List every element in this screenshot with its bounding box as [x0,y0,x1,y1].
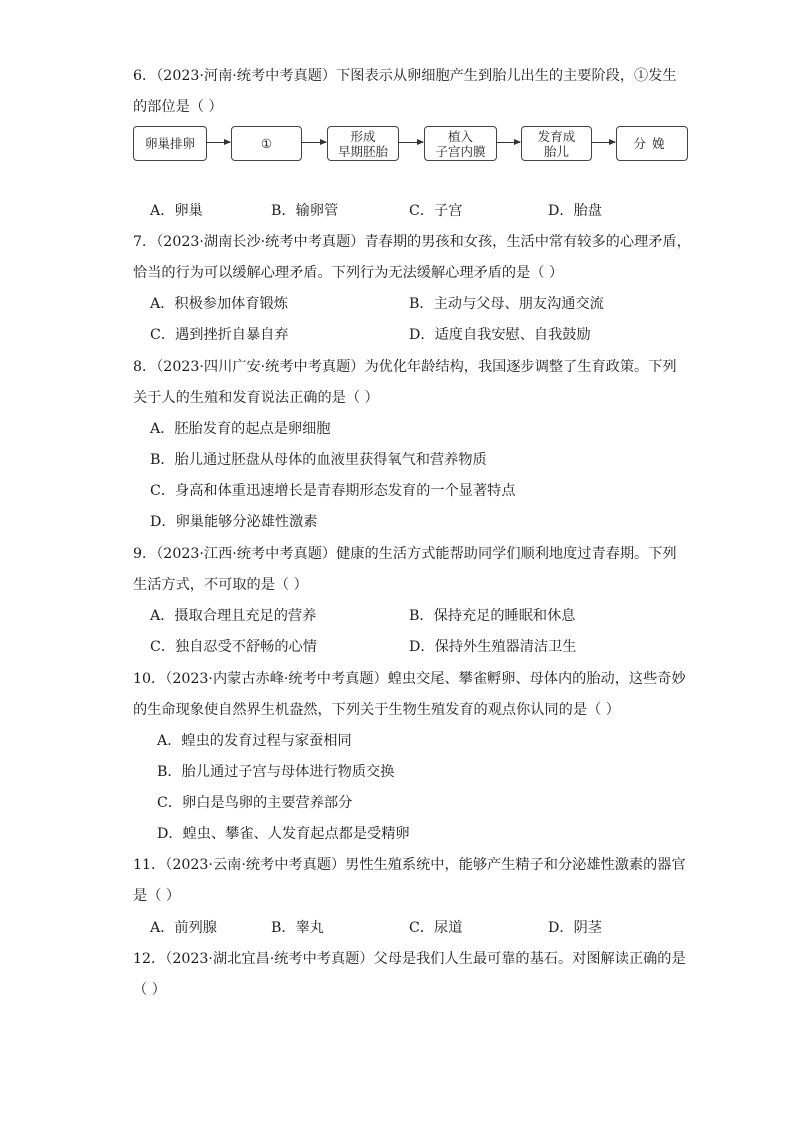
q7-option-a[interactable]: A．积极参加体育锻炼 [150,296,288,312]
q10-stem-line2: 的生命现象使自然界生机盎然，下列关于生物生殖发育的观点你认同的是（ ） [133,702,620,718]
flow-arrow [398,142,423,143]
q6-option-d[interactable]: D．胎盘 [548,203,602,219]
q10-option-b[interactable]: B．胎儿通过子宫与母体进行物质交换 [157,764,395,780]
q9-option-c[interactable]: C．独自忍受不舒畅的心情 [150,639,317,655]
flow-arrow [591,142,615,143]
q6-stem-line2: 的部位是（ ） [133,99,223,115]
q8-option-b[interactable]: B．胎儿通过胚盘从母体的血液里获得氧气和营养物质 [150,452,487,468]
q8-option-d[interactable]: D．卵巢能够分泌雄性激素 [150,514,318,530]
q8-stem-line1: 8．（2023·四川广安·统考中考真题）为优化年龄结构，我国逐步调整了生育政策。下列 [133,359,677,375]
q11-option-a[interactable]: A．前列腺 [150,920,217,936]
q10-stem-line1: 10．（2023·内蒙古赤峰·统考中考真题）蝗虫交尾、攀雀孵卵、母体内的胎动，这些奇妙 [133,671,686,687]
flow-step-label: 发育成 [537,128,576,144]
q12-stem-line1: 12．（2023·湖北宜昌·统考中考真题）父母是我们人生最可靠的基石。对图解读正确的是 [133,951,686,967]
flow-arrow [206,142,230,143]
q7-option-c[interactable]: C．遇到挫折自暴自弃 [150,327,289,343]
flow-step-label: 分娩 [633,136,671,151]
q10-option-a[interactable]: A．蝗虫的发育过程与家蚕相同 [157,733,352,749]
q11-option-d[interactable]: D．阴茎 [548,920,602,936]
q7-stem-line1: 7．（2023·湖南长沙·统考中考真题）青春期的男孩和女孩，生活中常有较多的心理矛盾， [133,234,691,250]
flow-step-1 [231,126,302,161]
q12-stem-line2: （ ） [133,982,166,998]
q8-stem-line2: 关于人的生殖和发育说法正确的是（ ） [133,390,379,406]
q9-option-d[interactable]: D．保持外生殖器清洁卫生 [409,639,577,655]
flow-step-label: 胎儿 [543,143,569,159]
q11-option-c[interactable]: C．尿道 [409,920,463,936]
q11-stem-line2: 是（ ） [133,888,181,904]
q10-option-c[interactable]: C．卵白是鸟卵的主要营养部分 [157,795,353,811]
q6-option-a[interactable]: A．卵巢 [150,203,203,219]
q6-stem-line1: 6．（2023·河南·统考中考真题）下图表示从卵细胞产生到胎儿出生的主要阶段，①发生 [133,68,677,84]
flow-step-ovulation [133,126,207,161]
flow-step-implantation [424,126,497,161]
flow-step-label: 植入 [447,128,473,144]
flow-arrow [496,142,520,143]
flow-step-fetus [521,126,592,161]
flow-arrow [301,142,326,143]
q10-option-d[interactable]: D．蝗虫、攀雀、人发育起点都是受精卵 [157,826,410,842]
flow-step-delivery [616,126,688,161]
q6-option-b[interactable]: B．输卵管 [271,203,339,219]
q7-option-b[interactable]: B．主动与父母、朋友沟通交流 [409,296,604,312]
q7-stem-line2: 恰当的行为可以缓解心理矛盾。下列行为无法缓解心理矛盾的是（ ） [133,265,564,281]
flow-step-label: 早期胚胎 [337,143,388,159]
flow-step-label: 形成 [350,128,376,144]
q6-option-c[interactable]: C．子宫 [409,203,463,219]
q9-stem-line2: 生活方式，不可取的是（ ） [133,577,308,593]
q9-option-a[interactable]: A．摄取合理且充足的营养 [150,608,317,624]
q9-stem-line1: 9．（2023·江西·统考中考真题）健康的生活方式能帮助同学们顺利地度过青春期。下列 [133,546,677,562]
q8-option-a[interactable]: A．胚胎发育的起点是卵细胞 [150,421,331,437]
q8-option-c[interactable]: C．身高和体重迅速增长是青春期形态发育的一个显著特点 [150,483,516,499]
q11-option-b[interactable]: B．睾丸 [271,920,324,936]
flow-step-label: 卵巢排卵 [144,136,195,151]
q7-option-d[interactable]: D．适度自我安慰、自我鼓励 [409,327,591,343]
q9-option-b[interactable]: B．保持充足的睡眠和休息 [409,608,576,624]
flow-step-label: ① [260,136,273,151]
q11-stem-line1: 11．（2023·云南·统考中考真题）男性生殖系统中，能够产生精子和分泌雄性激素的器官 [133,857,686,873]
flow-step-early-embryo [327,126,399,161]
flow-step-label: 子宫内膜 [435,143,486,159]
